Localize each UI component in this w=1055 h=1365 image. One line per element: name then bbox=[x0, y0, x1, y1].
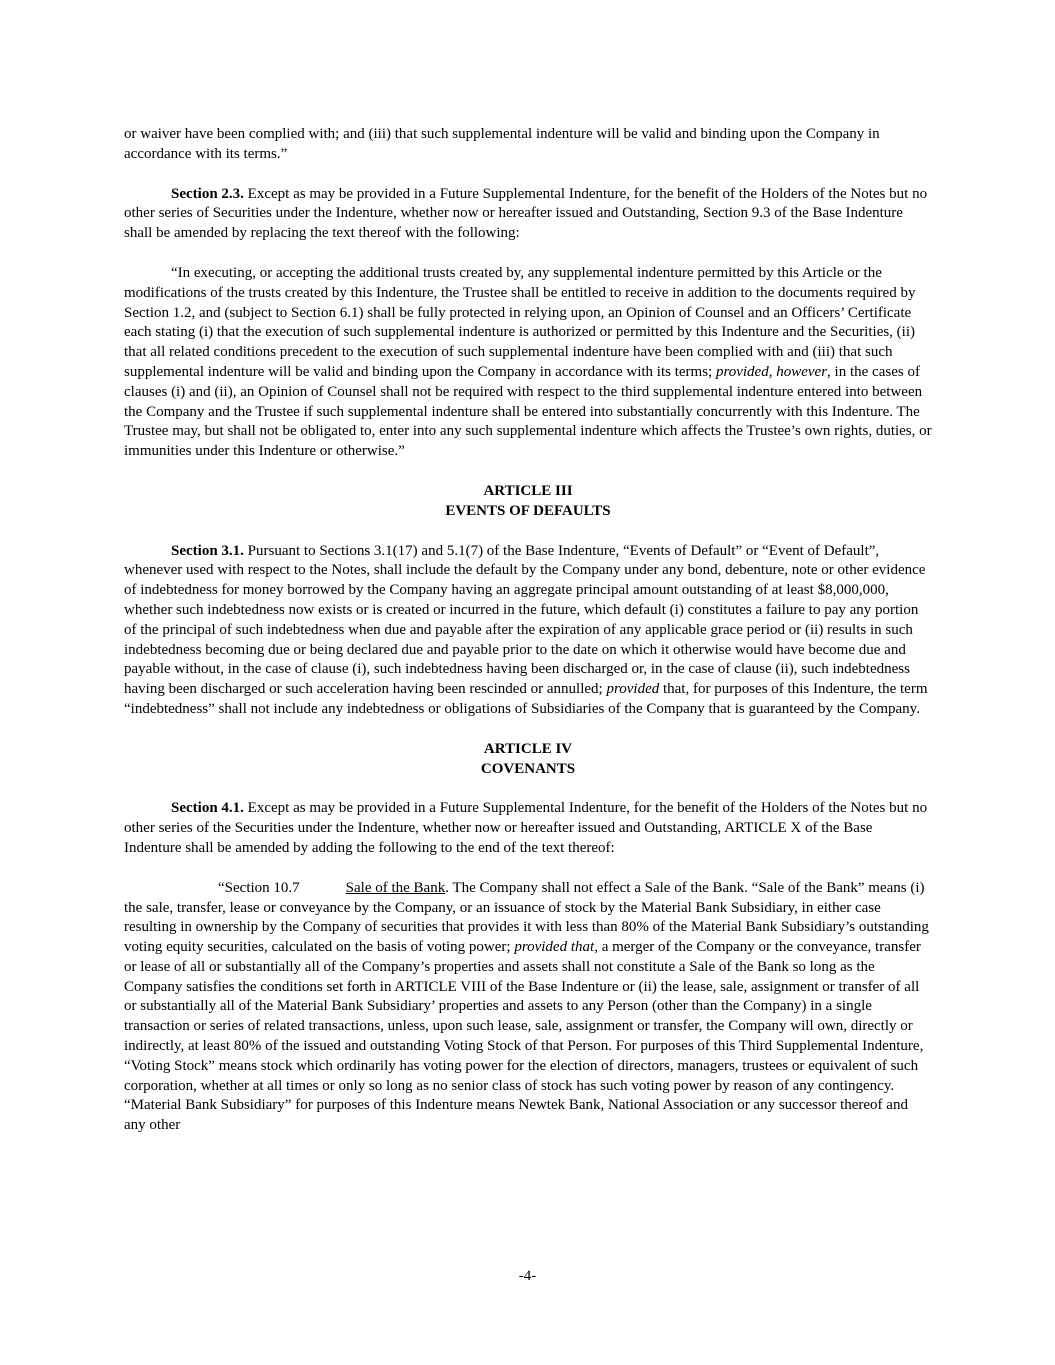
section-10-7 bbox=[124, 879, 932, 1136]
quote-comma: , bbox=[768, 363, 777, 380]
section-2-3-label: Section 2.3. bbox=[171, 185, 244, 202]
section-3-1-text-a: Pursuant to Sections 3.1(17) and 5.1(7) of the Base Indenture, “Events of Default” or “Event of Default”, whenever used with respect to the Notes, shall include the default by the Company under any bond, debenture, note or other evidence of indebtedness for money borrowed by the Company having an aggregate principal amount outstanding of at least $8,000,000, whether such indebtedness now exists or is created or incurred in the future, which default (i) constitutes a failure to pay any portion of the principal of such indebtedness when due and payable after the expiration of any applicable grace period or (ii) results in such indebtedness becoming due or being declared due and payable prior to the date on which it otherwise would have become due and payable without, in the case of clause (i), such indebtedness having been discharged or, in the case of clause (ii), such indebtedness having been discharged or such acceleration having been rescinded or annulled; bbox=[124, 542, 926, 698]
section-3-1-label: Section 3.1. bbox=[171, 542, 244, 559]
section-10-7-label: “Section 10.7 bbox=[218, 879, 300, 896]
section-3-1 bbox=[124, 542, 932, 720]
section-2-3 bbox=[124, 185, 932, 244]
section-10-7-caption: Sale of the Bank bbox=[345, 879, 446, 896]
section-10-7-text-a: . The Company shall not effect a Sale of the Bank. “Sale of the Bank” means (i) the sale, transfer, lease or conveyance by the Company, or an issuance of stock by the Material Bank Subsidiary, in either case resulting in ownership by the Company of securities that provides it with less than 80% of the Material Bank Subsidiary’s outstanding voting equity securities, calculated on the basis of voting power; bbox=[124, 879, 929, 956]
section-3-1-text-b: that, for purposes of this Indenture, the term “indebtedness” shall not include any indebtedness or obligations of Subsidiaries of the Company that is guaranteed by the Company. bbox=[124, 681, 928, 717]
section-4-1-text: Except as may be provided in a Future Supplemental Indenture, for the benefit of the Holders of the Notes but no other series of the Securities under the Indenture, whether now or hereafter issued and Outstanding, ARTICLE X of the Base Indenture shall be amended by adding the following to the end of the text thereof: bbox=[124, 800, 928, 856]
quote-text-a: “In executing, or accepting the additional trusts created by, any supplemental indenture permitted by this Article or the modifications of the trusts created by this Indenture, the Trustee shall be entitled to receive in addition to the documents required by Section 1.2, and (subject to Section 6.1) shall be fully protected in relying upon, an Opinion of Counsel and an Officers’ Certificate each stating (i) that the execution of such supplemental indenture is authorized or permitted by this Indenture and the Securities, (ii) that all related conditions precedent to the execution of such supplemental indenture have been complied with and (iii) that such supplemental indenture will be valid and binding upon the Company in accordance with its terms; bbox=[124, 264, 916, 380]
document-page bbox=[124, 125, 932, 1136]
section-9-3-replacement bbox=[124, 264, 932, 462]
article-4-title: COVENANTS bbox=[480, 760, 576, 777]
section-10-7-provided-that: provided that bbox=[514, 939, 595, 956]
quote-text-b: , in the cases of clauses (i) and (ii), an Opinion of Counsel shall not be required with respect to the third supplemental indenture entered into between the Company and the Trustee if such supplemental indenture shall be entered into substantially concurrently with this Indenture. The Trustee may, but shall not be obligated to, enter into any such supplemental indenture which affects the Trustee’s own rights, duties, or immunities under this Indenture or otherwise.” bbox=[124, 363, 932, 460]
article-3-heading bbox=[124, 482, 932, 522]
article-3-number: ARTICLE III bbox=[483, 482, 573, 499]
section-3-1-provided: provided bbox=[606, 681, 660, 698]
section-10-7-text-b: , a merger of the Company or the conveyance, transfer or lease of all or substantially all of the Company’s properties and assets shall not constitute a Sale of the Bank so long as the Company satisfies the conditions set forth in ARTICLE VIII of the Base Indenture or (ii) the lease, sale, assignment or transfer of all or substantially all of the Material Bank Subsidiary’ properties and assets to any Person (other than the Company) in a single transaction or series of related transactions, unless, upon such lease, sale, assignment or transfer, the Company will own, directly or indirectly, at least 80% of the issued and outstanding Voting Stock of that Person. For purposes of this Third Supplemental Indenture, “Voting Stock” means stock which ordinarily has voting power for the election of directors, managers, trustees or equivalent of such corporation, whether at all times or only so long as no senior class of stock has such voting power by reason of any contingency. “Material Bank Subsidiary” for purposes of this Indenture means Newtek Bank, National Association or any successor thereof and any other bbox=[124, 939, 924, 1134]
quote-provided: provided bbox=[715, 363, 769, 380]
page-number: -4- bbox=[518, 1268, 537, 1284]
article-4-number: ARTICLE IV bbox=[483, 740, 573, 757]
article-4-heading bbox=[124, 740, 932, 780]
section-2-3-text: Except as may be provided in a Future Supplemental Indenture, for the benefit of the Holders of the Notes but no other series of Securities under the Indenture, whether now or hereafter issued and Outstanding, Section 9.3 of the Base Indenture shall be amended by replacing the text thereof with the following: bbox=[124, 185, 928, 242]
section-4-1-label: Section 4.1. bbox=[171, 800, 244, 817]
paragraph-continuation: or waiver have been complied with; and (iii) that such supplemental indenture will be valid and binding upon the Company in accordance with its terms.” bbox=[124, 126, 880, 162]
quote-however: however bbox=[776, 363, 828, 380]
section-4-1 bbox=[124, 799, 932, 858]
article-3-title: EVENTS OF DEFAULTS bbox=[445, 502, 611, 519]
